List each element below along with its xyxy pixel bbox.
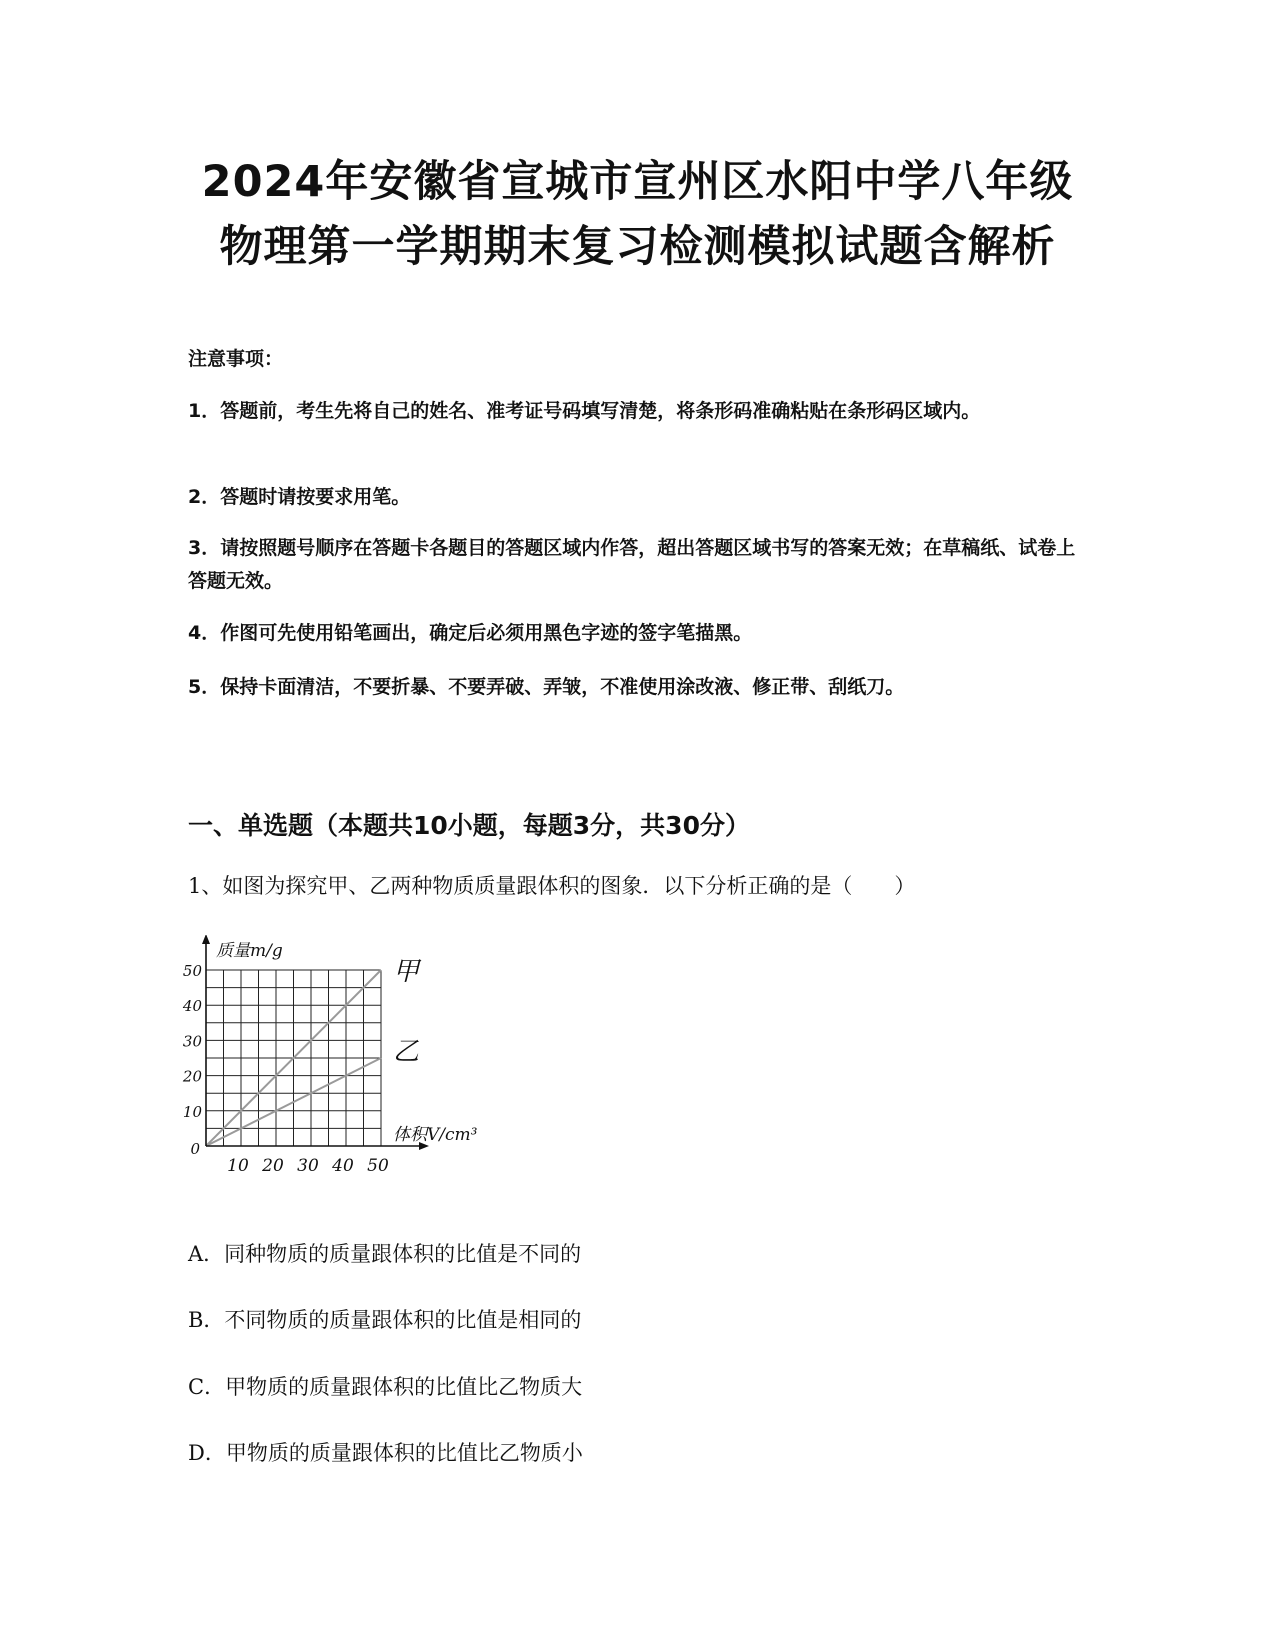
mass-volume-chart <box>180 935 540 1205</box>
series-label-jia: 甲 <box>393 957 420 987</box>
option-a[interactable]: A．同种物质的质量跟体积的比值是不同的 <box>188 1242 582 1266</box>
origin-label: 0 <box>190 1140 200 1158</box>
document-title-line2: 物理第一学期期末复习检测模拟试题含解析 <box>219 222 1056 272</box>
y-tick-label: 20 <box>182 1067 202 1086</box>
x-tick-label: 50 <box>367 1156 389 1176</box>
notice-item-1: 1．答题前，考生先将自己的姓名、准考证号码填写清楚，将条形码准确粘贴在条形码区域内。 <box>188 400 981 422</box>
notice-item-2: 2．答题时请按要求用笔。 <box>188 486 411 508</box>
x-tick-label: 40 <box>332 1156 354 1176</box>
x-tick-label: 30 <box>297 1156 319 1176</box>
series-label-yi: 乙 <box>393 1037 420 1067</box>
y-axis-arrow <box>202 935 210 944</box>
y-tick-label: 40 <box>182 997 202 1016</box>
chart-svg <box>180 935 540 1205</box>
y-tick-label: 30 <box>182 1032 202 1051</box>
option-d[interactable]: D．甲物质的质量跟体积的比值比乙物质小 <box>188 1441 583 1465</box>
notice-item-4: 4．作图可先使用铅笔画出，确定后必须用黑色字迹的签字笔描黑。 <box>188 622 753 644</box>
option-c[interactable]: C．甲物质的质量跟体积的比值比乙物质大 <box>188 1375 583 1399</box>
option-b[interactable]: B．不同物质的质量跟体积的比值是相同的 <box>188 1308 582 1332</box>
x-axis-title: 体积V/cm³ <box>393 1125 478 1145</box>
notice-item-5: 5．保持卡面清洁，不要折暴、不要弄破、弄皱，不准使用涂改液、修正带、刮纸刀。 <box>188 676 905 698</box>
x-tick-label: 10 <box>227 1156 249 1176</box>
question-1-stem: 1、如图为探究甲、乙两种物质质量跟体积的图象．以下分析正确的是（ ） <box>188 874 916 898</box>
y-tick-label: 10 <box>182 1102 202 1121</box>
section-title: 一、单选题（本题共10小题，每题3分，共30分） <box>188 811 750 840</box>
y-tick-label: 50 <box>182 962 202 980</box>
notice-item-3: 3．请按照题号顺序在答题卡各题目的答题区域内作答，超出答题区域书写的答案无效；在草稿纸、试卷上答题无效。 <box>188 537 1076 592</box>
y-axis-title: 质量m/g <box>216 941 283 961</box>
x-tick-label: 20 <box>262 1156 284 1176</box>
document-title-line1: 2024年安徽省宣城市宣州区水阳中学八年级 <box>201 157 1074 207</box>
notice-heading: 注意事项： <box>188 348 284 370</box>
